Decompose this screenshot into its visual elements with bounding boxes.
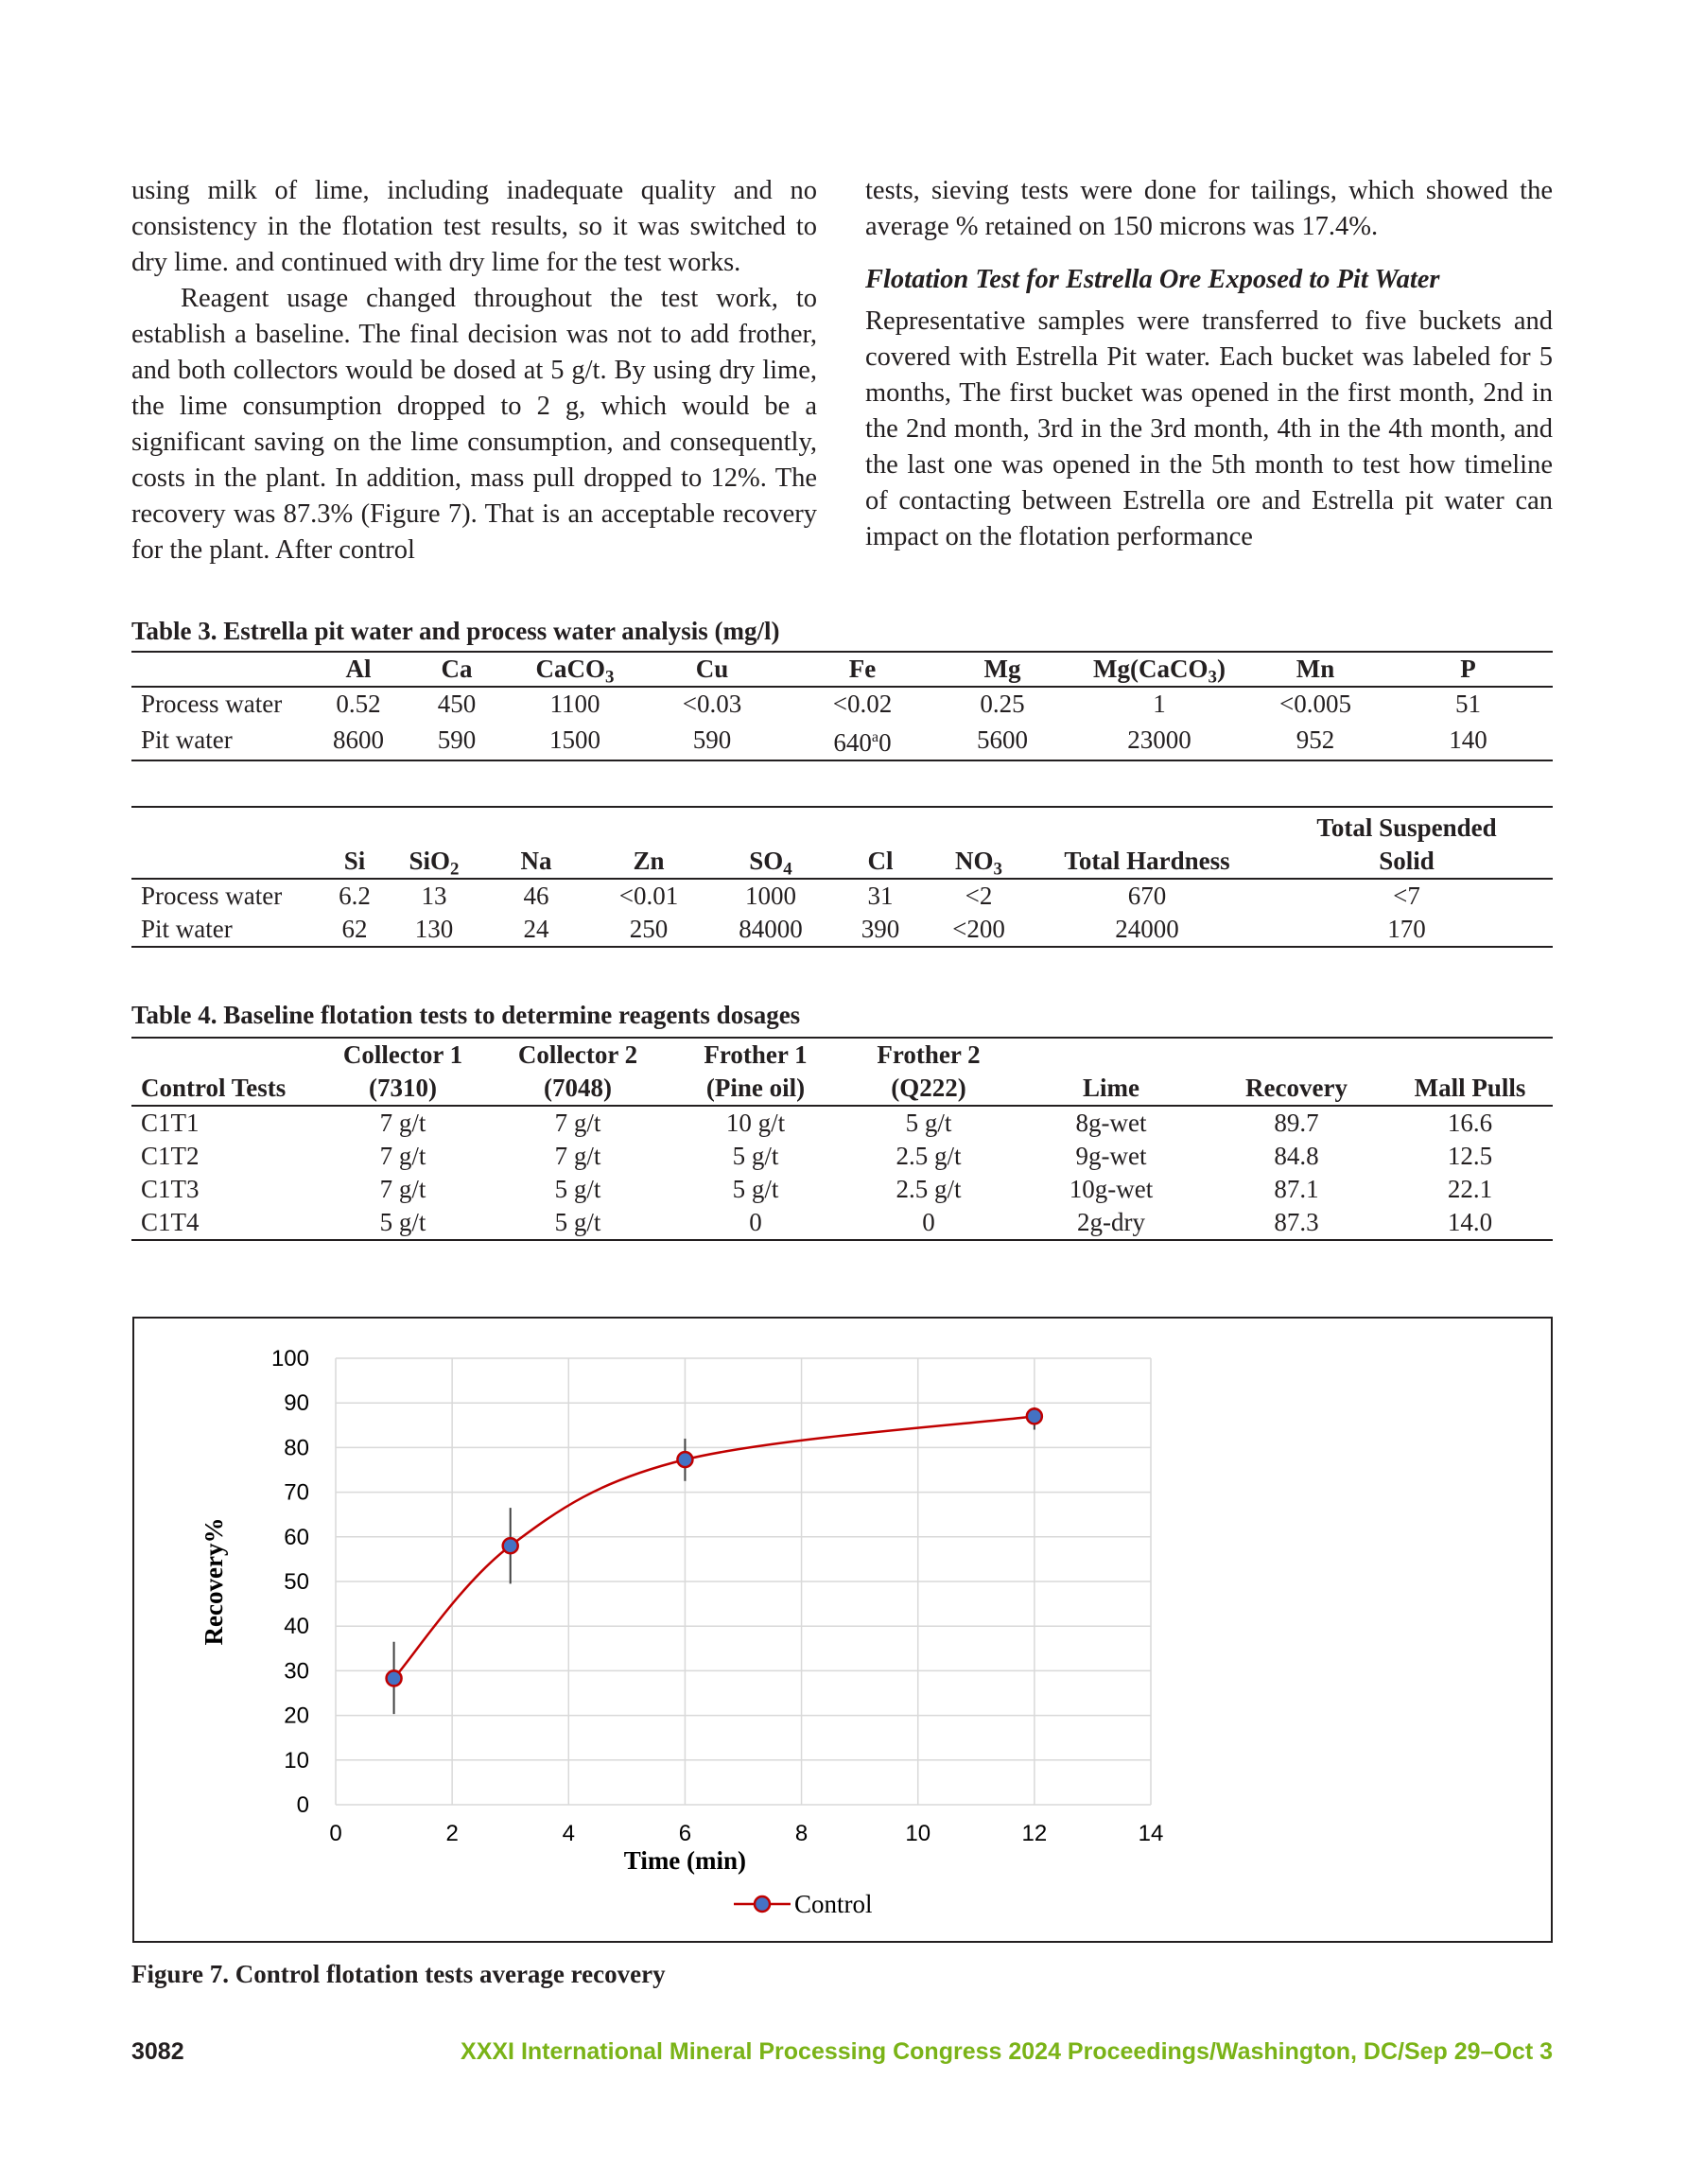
column-header: Ca — [396, 652, 517, 687]
table-row — [131, 1206, 1553, 1240]
table-cell: 46 — [523, 882, 549, 910]
table-row — [131, 879, 1553, 913]
x-tick-label: 4 — [562, 1821, 575, 1846]
column-header: Si — [321, 807, 389, 879]
column-header: Lime — [1017, 1038, 1206, 1106]
table-cell: 84.8 — [1274, 1142, 1319, 1170]
table-cell: 7 g/t — [554, 1109, 601, 1137]
table-cell: 590 — [437, 725, 477, 754]
x-tick-label: 10 — [905, 1821, 931, 1846]
column-header: $SO_4$ — [704, 807, 837, 879]
table-cell: 5 g/t — [905, 1109, 952, 1137]
table-cell: 5600 — [977, 725, 1028, 754]
column-header: Total Hardness — [1034, 807, 1261, 879]
table-cell: 0 — [749, 1208, 762, 1236]
x-tick-label: 8 — [794, 1821, 809, 1846]
table-row — [131, 1140, 1553, 1173]
y-tick-label: 40 — [284, 1614, 309, 1640]
table-cell: 10g-wet — [1069, 1175, 1154, 1203]
y-axis-label: Recovery% — [200, 1517, 228, 1646]
table-cell: Pit water — [141, 915, 233, 943]
table-cell: C1T2 — [141, 1142, 200, 1170]
table3-part1 — [131, 651, 1553, 761]
table-row — [131, 1106, 1553, 1140]
y-tick-label: 80 — [284, 1435, 309, 1461]
data-point — [1027, 1408, 1042, 1424]
column-header: SiO$_2$ — [389, 807, 479, 879]
table-cell: Pit water — [141, 725, 233, 754]
table-cell: <200 — [952, 915, 1005, 943]
y-tick-label: 30 — [284, 1658, 309, 1685]
table-cell: 2g-dry — [1077, 1208, 1145, 1236]
left-paragraph-2: Reagent usage changed throughout the test work, to establish a baseline. The final decision was not to add frother, and both collectors would be dosed at 5 g/t. By using dry lime, the lime consumption dropped to 2 g, which would be a significant saving on the lime consumption, and consequently, costs in the plant. In addition, mass pull dropped to 12%. The recovery was 87.3% (Figure 7). That is an acceptable recovery for the plant. After control — [131, 284, 817, 565]
table-row — [131, 913, 1553, 947]
table-cell: 2.5 g/t — [896, 1175, 962, 1203]
y-tick-label: 90 — [284, 1390, 309, 1417]
table-cell: 0.25 — [980, 690, 1025, 718]
y-tick-label: 60 — [284, 1524, 309, 1550]
table-cell: 590 — [692, 725, 732, 754]
table-cell: 13 — [421, 882, 447, 910]
column-header: Cu — [633, 652, 791, 687]
column-header: Fe — [791, 652, 933, 687]
table-cell: 10 g/t — [725, 1109, 786, 1137]
y-tick-label: 100 — [270, 1346, 309, 1372]
table-cell: 450 — [437, 690, 477, 718]
column-header: Recovery — [1206, 1038, 1387, 1106]
right-paragraph-2: Representative samples were transferred to five buckets and covered with Estrella Pit water. Each bucket was labeled for 5 months, The first bucket was opened in the first month, 2nd in the 2nd month, 3rd in the 3rd month, 4th in the 4th month, and the last one was opened in the 5th month to test how timeline of contacting between Estrella ore and Estrella pit water can impact on the flotation performance — [865, 306, 1553, 551]
table3-part2 — [131, 806, 1553, 948]
table-cell: 89.7 — [1274, 1109, 1319, 1137]
table-cell: 24000 — [1115, 915, 1179, 943]
table-cell: 670 — [1127, 882, 1167, 910]
column-header: Mg(CaCO$_3$) — [1071, 652, 1247, 687]
table-cell: 1 — [1153, 690, 1166, 718]
table-cell: 0.52 — [336, 690, 381, 718]
table-row — [131, 721, 1553, 760]
data-point — [387, 1670, 402, 1686]
table-cell: 31 — [867, 882, 894, 910]
table-cell: 16.6 — [1447, 1109, 1493, 1137]
x-axis-label: Time (min) — [623, 1846, 747, 1875]
column-header — [131, 807, 321, 879]
right-column — [865, 173, 1553, 555]
table3-caption: Table 3. Estrella pit water and process water analysis (mg/l) — [131, 617, 780, 645]
table-row — [131, 1173, 1553, 1206]
table-cell: 390 — [861, 915, 900, 943]
column-header: Frother 2 (Q222) — [841, 1038, 1017, 1106]
table-cell: 14.0 — [1447, 1208, 1493, 1236]
table-cell: 170 — [1387, 915, 1426, 943]
table-cell: 130 — [414, 915, 454, 943]
table-cell: <0.02 — [832, 690, 893, 718]
table-cell: 7 g/t — [379, 1142, 426, 1170]
table-cell: 87.1 — [1274, 1175, 1319, 1203]
table-cell: Process water — [141, 690, 283, 718]
table-cell: 7 g/t — [379, 1109, 426, 1137]
table-cell: 1500 — [549, 725, 600, 754]
table4 — [131, 1037, 1553, 1241]
table-cell: 640$^a$0 — [833, 728, 892, 757]
left-column — [131, 173, 817, 568]
column-header: Mall Pulls — [1387, 1038, 1553, 1106]
table-cell: Process water — [141, 882, 283, 910]
table-cell: 5 g/t — [379, 1208, 426, 1236]
table-cell: 0 — [922, 1208, 935, 1236]
recovery-chart — [134, 1319, 1551, 1941]
series-line-control — [394, 1416, 1035, 1678]
table-cell: <0.03 — [682, 690, 742, 718]
table-cell: 24 — [523, 915, 549, 943]
conference-footer: XXXI International Mineral Processing Congress 2024 Proceedings/Washington, DC/Sep 29–Oct 3 — [461, 2038, 1553, 2065]
column-header: $NO_3$ — [924, 807, 1034, 879]
table-cell: <0.01 — [618, 882, 679, 910]
table-cell: 2.5 g/t — [896, 1142, 962, 1170]
table-cell: 9g-wet — [1075, 1142, 1147, 1170]
table-cell: 7 g/t — [379, 1175, 426, 1203]
table-cell: 62 — [341, 915, 368, 943]
y-tick-label: 50 — [284, 1569, 309, 1595]
table-cell: 12.5 — [1447, 1142, 1493, 1170]
table-cell: 5 g/t — [732, 1175, 779, 1203]
y-tick-label: 10 — [284, 1747, 309, 1773]
column-header: Mg — [933, 652, 1071, 687]
table-cell: 84000 — [739, 915, 803, 943]
table-cell: 250 — [629, 915, 669, 943]
legend-label: Control — [794, 1890, 873, 1918]
table-cell: 87.3 — [1274, 1208, 1319, 1236]
column-header: Total Suspended Solid — [1261, 807, 1553, 879]
table-cell: 23000 — [1127, 725, 1191, 754]
table-cell: 5 g/t — [554, 1208, 601, 1236]
table-cell: 1100 — [549, 690, 600, 718]
y-tick-label: 0 — [296, 1792, 309, 1818]
x-tick-label: 0 — [329, 1821, 342, 1846]
right-paragraph-1: tests, sieving tests were done for tailings, which showed the average % retained on 150 microns was 17.4%. — [865, 176, 1553, 241]
table-cell: <0.005 — [1279, 690, 1351, 718]
column-header: Collector 1 (7310) — [321, 1038, 485, 1106]
legend-marker — [755, 1896, 770, 1912]
x-tick-label: 6 — [678, 1821, 692, 1846]
column-header: CaCO$_3$ — [517, 652, 633, 687]
y-tick-label: 20 — [284, 1703, 309, 1729]
table-cell: 8600 — [333, 725, 384, 754]
table-cell: C1T1 — [141, 1109, 200, 1137]
table-cell: 6.2 — [339, 882, 371, 910]
x-tick-label: 14 — [1138, 1821, 1164, 1846]
table-cell: C1T4 — [141, 1208, 200, 1236]
table-cell: 5 g/t — [554, 1175, 601, 1203]
table4-caption: Table 4. Baseline flotation tests to determine reagents dosages — [131, 1001, 801, 1029]
table-row — [131, 687, 1553, 721]
column-header: Mn — [1247, 652, 1383, 687]
column-header: Control Tests — [131, 1038, 321, 1106]
data-point — [503, 1538, 518, 1553]
column-header: P — [1383, 652, 1553, 687]
column-header: Al — [321, 652, 396, 687]
column-header: Cl — [837, 807, 924, 879]
left-paragraph-1: using milk of lime, including inadequate quality and no consistency in the flotation test results, so it was switched to dry lime. and continued with dry lime for the test works. — [131, 176, 817, 277]
table-cell: 51 — [1455, 690, 1481, 718]
x-tick-label: 12 — [1021, 1821, 1048, 1846]
column-header: Zn — [593, 807, 704, 879]
table-cell: <7 — [1393, 882, 1420, 910]
table-cell: 22.1 — [1447, 1175, 1493, 1203]
data-point — [677, 1452, 692, 1467]
column-header: Collector 2 (7048) — [485, 1038, 670, 1106]
table-cell: 8g-wet — [1075, 1109, 1147, 1137]
table-cell: 952 — [1296, 725, 1335, 754]
table-cell: 1000 — [745, 882, 796, 910]
column-header: Na — [479, 807, 593, 879]
y-tick-label: 70 — [284, 1479, 309, 1506]
section-heading: Flotation Test for Estrella Ore Exposed to Pit Water — [865, 265, 1440, 294]
column-header — [131, 652, 321, 687]
figure-caption: Figure 7. Control flotation tests average recovery — [131, 1960, 666, 1988]
table-cell: 140 — [1449, 725, 1487, 754]
table-cell: <2 — [965, 882, 993, 910]
table-cell: C1T3 — [141, 1175, 200, 1203]
column-header: Frother 1 (Pine oil) — [670, 1038, 841, 1106]
table-cell: 7 g/t — [554, 1142, 601, 1170]
x-tick-label: 2 — [445, 1821, 459, 1846]
figure-7 — [132, 1317, 1553, 1943]
table-cell: 5 g/t — [732, 1142, 779, 1170]
page-number: 3082 — [131, 2038, 184, 2065]
